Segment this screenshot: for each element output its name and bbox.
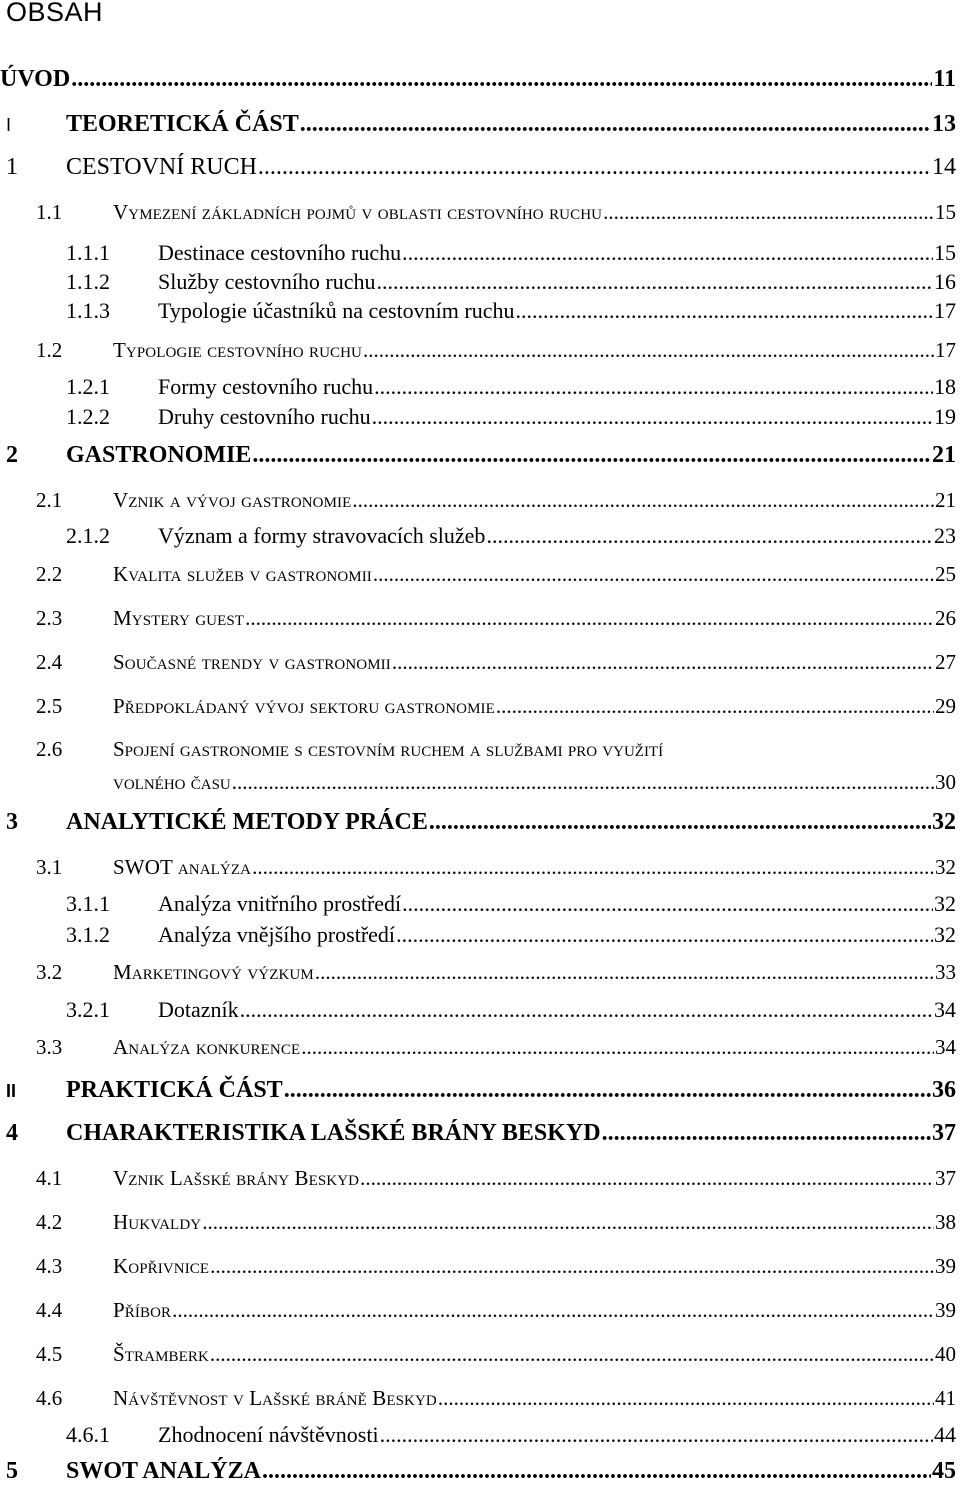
toc-entry-title: CHARAKTERISTIKA LAŠSKÉ BRÁNY BESKYD: [66, 1120, 601, 1146]
toc-leader-dots: [210, 1254, 934, 1279]
toc-entry-title: Analýza vnitřního prostředí: [158, 891, 402, 916]
toc-leader-dots: [258, 154, 931, 181]
toc-entry-subsection-3-1-2[interactable]: [0, 922, 956, 948]
toc-entry-number: I: [6, 115, 12, 135]
toc-entry-page: 34: [935, 1035, 956, 1059]
toc-leader-dots: [396, 922, 933, 948]
toc-entry-page: 32: [934, 922, 956, 947]
toc-entry-page: 15: [935, 200, 956, 224]
toc-entry-section-3-2[interactable]: [0, 960, 956, 985]
toc-entry-number: 1.1.3: [66, 298, 110, 323]
toc-leader-dots: [232, 770, 934, 795]
toc-entry-section-4-4[interactable]: [0, 1298, 956, 1323]
toc-entry-section-4-2[interactable]: [0, 1210, 956, 1235]
toc-entry-title: SWOT analýza: [113, 855, 252, 879]
toc-entry-page: 32: [932, 809, 956, 835]
toc-entry-page: 15: [934, 240, 956, 265]
toc-entry-number: 2.1: [36, 488, 63, 512]
toc-entry-title: ÚVOD: [0, 66, 71, 92]
toc-entry-subsection-1-2-1[interactable]: [0, 374, 956, 400]
toc-entry-number: 3: [6, 809, 18, 835]
toc-entry-page: 25: [935, 562, 956, 586]
toc-entry-section-2-4[interactable]: [0, 650, 956, 675]
toc-entry-title: Dotazník: [158, 997, 239, 1022]
toc-entry-number: 2.6: [36, 737, 63, 761]
toc-leader-dots: [496, 694, 934, 719]
toc-entry-page: 34: [934, 997, 956, 1022]
toc-entry-title: Předpokládaný vývoj sektoru gastronomie: [113, 694, 495, 718]
toc-entry-number: 1.1.2: [66, 269, 110, 294]
toc-leader-dots: [262, 1458, 931, 1485]
toc-entry-title: Návštěvnost v Lašské bráně Beskyd: [113, 1386, 437, 1410]
toc-entry-number: 3.1.2: [66, 922, 110, 947]
toc-entry-number: 3.1.1: [66, 891, 110, 916]
toc-entry-number: 4.6: [36, 1386, 63, 1410]
toc-entry-section-1-2[interactable]: [0, 338, 956, 363]
toc-leader-dots: [374, 374, 933, 400]
toc-entry-subsection-2-1-2[interactable]: [0, 523, 956, 549]
toc-entry-title: Kopřivnice: [113, 1254, 210, 1278]
toc-leader-dots: [373, 562, 934, 587]
toc-entry-section-2-6[interactable]: [0, 737, 956, 795]
toc-leader-dots: [284, 1077, 931, 1104]
toc-entry-subsection-4-6-1[interactable]: [0, 1422, 956, 1448]
toc-entry-part-1[interactable]: [0, 111, 956, 138]
toc-entry-title: Analýza konkurence: [113, 1035, 301, 1059]
toc-leader-dots: [516, 298, 934, 324]
toc-leader-dots: [315, 960, 934, 985]
toc-entry-title: PRAKTICKÁ ČÁST: [66, 1077, 283, 1103]
toc-leader-dots: [380, 1422, 933, 1448]
toc-leader-dots: [372, 404, 933, 430]
toc-entry-number: 1.1.1: [66, 240, 110, 265]
toc-entry-page: 27: [935, 650, 956, 674]
toc-entry-page: 18: [934, 374, 956, 399]
toc-entry-title: Kvalita služeb v gastronomii: [113, 562, 372, 586]
toc-entry-title: Analýza vnějšího prostředí: [158, 922, 396, 947]
toc-entry-number: 1.2.1: [66, 374, 110, 399]
toc-entry-number: 1.2.2: [66, 404, 110, 429]
toc-entry-chapter-1[interactable]: [0, 154, 956, 181]
toc-entry-number: 3.3: [36, 1035, 63, 1059]
toc-entry-page: 14: [932, 154, 956, 180]
toc-entry-page: 38: [935, 1210, 956, 1234]
toc-entry-page: 19: [934, 404, 956, 429]
toc-leader-dots: [360, 1166, 934, 1191]
toc-entry-number: 4: [6, 1120, 18, 1146]
toc-entry-section-4-5[interactable]: [0, 1342, 956, 1367]
toc-entry-page: 44: [934, 1422, 956, 1447]
toc-leader-dots: [402, 891, 933, 917]
toc-leader-dots: [252, 855, 934, 880]
toc-entry-chapter-3[interactable]: [0, 809, 956, 836]
toc-entry-page: 21: [932, 442, 956, 468]
toc-entry-title: Typologie účastníků na cestovním ruchu: [158, 298, 515, 323]
toc-entry-page: 21: [935, 488, 956, 512]
toc-entry-number: 1.1: [36, 200, 63, 224]
toc-entry-number: 3.2.1: [66, 997, 110, 1022]
toc-entry-title: Hukvaldy: [113, 1210, 202, 1234]
toc-entry-title: Vznik Lašské brány Beskyd: [113, 1166, 360, 1190]
toc-entry-number: 4.4: [36, 1298, 63, 1322]
toc-leader-dots: [245, 606, 934, 631]
toc-leader-dots: [438, 1386, 934, 1411]
toc-entry-page: 32: [934, 891, 956, 916]
toc-entry-title: Spojení gastronomie s cestovním ruchem a službami pro využití: [113, 737, 664, 761]
toc-entry-subsection-1-2-2[interactable]: [0, 404, 956, 430]
toc-leader-dots: [377, 269, 933, 295]
toc-entry-number: 2.1.2: [66, 523, 110, 548]
toc-entry-number: 3.2: [36, 960, 63, 984]
toc-entry-subsection-1-1-1[interactable]: [0, 240, 956, 266]
toc-entry-section-3-1[interactable]: [0, 855, 956, 880]
toc-leader-dots: [240, 997, 933, 1023]
toc-entry-number: 2.2: [36, 562, 63, 586]
toc-entry-number: 1.2: [36, 338, 63, 362]
toc-entry-page: 39: [935, 1298, 956, 1322]
toc-leader-dots: [301, 1035, 934, 1060]
toc-entry-subsection-1-1-3[interactable]: [0, 298, 956, 324]
toc-entry-section-2-2[interactable]: [0, 562, 956, 587]
toc-entry-number: 4.5: [36, 1342, 63, 1366]
toc-entry-subsection-1-1-2[interactable]: [0, 269, 956, 295]
toc-entry-title: Typologie cestovního ruchu: [113, 338, 362, 362]
toc-entry-page: 39: [935, 1254, 956, 1278]
toc-leader-dots: [210, 1342, 934, 1367]
toc-entry-page: 16: [934, 269, 956, 294]
toc-entry-title: GASTRONOMIE: [66, 442, 252, 468]
toc-entry-number: 2: [6, 442, 18, 468]
toc-entry-title: Druhy cestovního ruchu: [158, 404, 371, 429]
toc-entry-page: 29: [935, 694, 956, 718]
toc-leader-dots: [402, 240, 933, 266]
toc-entry-title: Vznik a vývoj gastronomie: [113, 488, 352, 512]
toc-entry-page: 40: [935, 1342, 956, 1366]
toc-entry-page: 13: [932, 111, 956, 137]
toc-entry-number: 4.1: [36, 1166, 63, 1190]
toc-entry-title: Současné trendy v gastronomii: [113, 650, 391, 674]
toc-entry-page: 33: [935, 960, 956, 984]
toc-entry-uvod[interactable]: [0, 66, 956, 93]
toc-entry-page: 30: [935, 770, 956, 794]
toc-entry-number: 2.4: [36, 650, 63, 674]
toc-leader-dots: [603, 200, 934, 225]
toc-entry-number: 1: [6, 154, 18, 180]
toc-leader-dots: [392, 650, 934, 675]
toc-entry-section-4-1[interactable]: [0, 1166, 956, 1191]
toc-entry-title: SWOT ANALÝZA: [66, 1458, 261, 1484]
toc-entry-section-2-1[interactable]: [0, 488, 956, 513]
toc-entry-title: Služby cestovního ruchu: [158, 269, 376, 294]
toc-entry-title-continued: volného času: [113, 770, 231, 794]
toc-leader-dots: [252, 442, 931, 469]
toc-entry-chapter-4[interactable]: [0, 1120, 956, 1147]
toc-entry-title: Význam a formy stravovacích služeb: [158, 523, 486, 548]
toc-entry-section-4-6[interactable]: [0, 1386, 956, 1411]
toc-entry-title: Mystery guest: [113, 606, 245, 630]
toc-entry-page: 32: [935, 855, 956, 879]
toc-entry-page: 36: [932, 1077, 956, 1103]
toc-entry-title: Vymezení základních pojmů v oblasti cestovního ruchu: [113, 200, 603, 224]
toc-entry-section-3-3[interactable]: [0, 1035, 956, 1060]
toc-entry-title: CESTOVNÍ RUCH: [66, 154, 257, 180]
toc-entry-section-4-3[interactable]: [0, 1254, 956, 1279]
toc-entry-page: 45: [932, 1458, 956, 1484]
toc-entry-section-1-1[interactable]: [0, 200, 956, 225]
toc-entry-subsection-3-2-1[interactable]: [0, 997, 956, 1023]
toc-entry-page: 23: [934, 523, 956, 548]
toc-entry-chapter-2[interactable]: [0, 442, 956, 469]
toc-entry-title: ANALYTICKÉ METODY PRÁCE: [66, 809, 428, 835]
toc-leader-dots: [352, 488, 934, 513]
toc-entry-number: 2.5: [36, 694, 63, 718]
toc-entry-section-2-5[interactable]: [0, 694, 956, 719]
toc-entry-number: 5: [6, 1458, 18, 1484]
toc-entry-title: Štramberk: [113, 1342, 209, 1366]
toc-entry-number: II: [6, 1081, 17, 1101]
toc-leader-dots: [363, 338, 934, 363]
toc-entry-part-2[interactable]: [0, 1077, 956, 1104]
toc-entry-subsection-3-1-1[interactable]: [0, 891, 956, 917]
toc-entry-number: 4.2: [36, 1210, 63, 1234]
toc-leader-dots: [172, 1298, 934, 1323]
toc-entry-section-2-3[interactable]: [0, 606, 956, 631]
toc-entry-title: Formy cestovního ruchu: [158, 374, 374, 399]
toc-entry-number: 2.3: [36, 606, 63, 630]
toc-leader-dots: [71, 66, 932, 93]
toc-entry-page: 17: [934, 298, 956, 323]
toc-leader-dots: [602, 1120, 931, 1147]
toc-leader-dots: [202, 1210, 934, 1235]
toc-entry-chapter-5[interactable]: [0, 1458, 956, 1485]
toc-entry-page: 37: [935, 1166, 956, 1190]
toc-entry-number: 4.6.1: [66, 1422, 110, 1447]
toc-entry-title: Příbor: [113, 1298, 172, 1322]
toc-entry-page: 17: [935, 338, 956, 362]
toc-entry-title: Marketingový výzkum: [113, 960, 314, 984]
toc-entry-page: 26: [935, 606, 956, 630]
toc-leader-dots: [429, 809, 931, 836]
toc-entry-page: 37: [932, 1120, 956, 1146]
toc-leader-dots: [486, 523, 933, 549]
toc-entry-title: Zhodnocení návštěvnosti: [158, 1422, 379, 1447]
toc-entry-number: 4.3: [36, 1254, 63, 1278]
toc-entry-title: TEORETICKÁ ČÁST: [66, 111, 299, 137]
page-title: OBSAH: [6, 0, 104, 27]
toc-entry-title: Destinace cestovního ruchu: [158, 240, 402, 265]
toc-leader-dots: [300, 111, 931, 138]
toc-entry-page: 41: [935, 1386, 956, 1410]
toc-entry-page: 11: [933, 66, 956, 92]
toc-entry-number: 3.1: [36, 855, 63, 879]
